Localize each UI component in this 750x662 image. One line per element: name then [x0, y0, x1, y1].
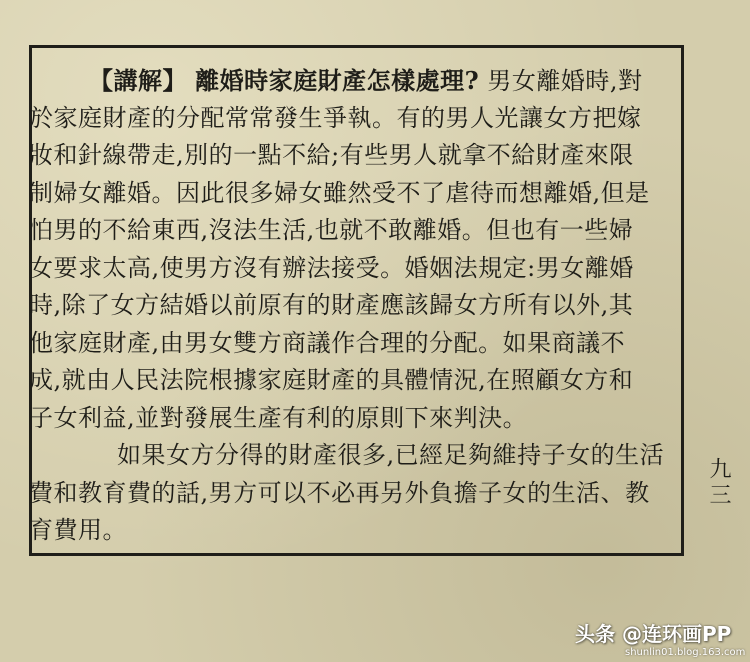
page-number: 九三	[706, 457, 731, 509]
section-tag: 【講解】	[89, 66, 187, 95]
article-line: 時,除了女方結婚以前原有的財產應該歸女方所有以外,其	[29, 291, 634, 319]
article-text	[29, 62, 679, 550]
article-line: 妝和針線帶走,別的一點不給;有些男人就拿不給財產來限	[29, 141, 634, 169]
article-line: 於家庭財產的分配常常發生爭執。有的男人光讓女方把嫁	[29, 103, 642, 132]
article-line: 他家庭財產,由男女雙方商議作合理的分配。如果商議不	[29, 328, 626, 357]
watermark-url: shunlin01.blog.163.com	[625, 647, 746, 658]
first-line-text: 男女離婚時,對	[487, 67, 643, 95]
article-line-1	[89, 62, 679, 100]
paragraph-2-line: 育費用。	[29, 516, 127, 544]
watermark-brand: 头条 @连环画PP	[575, 622, 732, 646]
article-line: 怕男的不給東西,沒法生活,也就不敢離婚。但也有一些婦	[29, 216, 634, 244]
article-line: 成,就由人民法院根據家庭財產的具體情況,在照顧女方和	[29, 366, 634, 394]
article-heading: 離婚時家庭財產怎樣處理?	[195, 66, 480, 95]
article-line: 女要求太高,使男方沒有辦法接受。婚姻法規定:男女離婚	[29, 253, 634, 282]
article-line: 子女利益,並對發展生產有利的原則下來判決。	[29, 403, 528, 432]
paragraph-2-line: 如果女方分得的財產很多,已經足夠維持子女的生活	[117, 441, 665, 469]
paragraph-2-line: 費和教育費的話,男方可以不必再另外負擔子女的生活、教	[29, 478, 650, 507]
article-line: 制婦女離婚。因此很多婦女雖然受不了虐待而想離婚,但是	[29, 178, 650, 207]
